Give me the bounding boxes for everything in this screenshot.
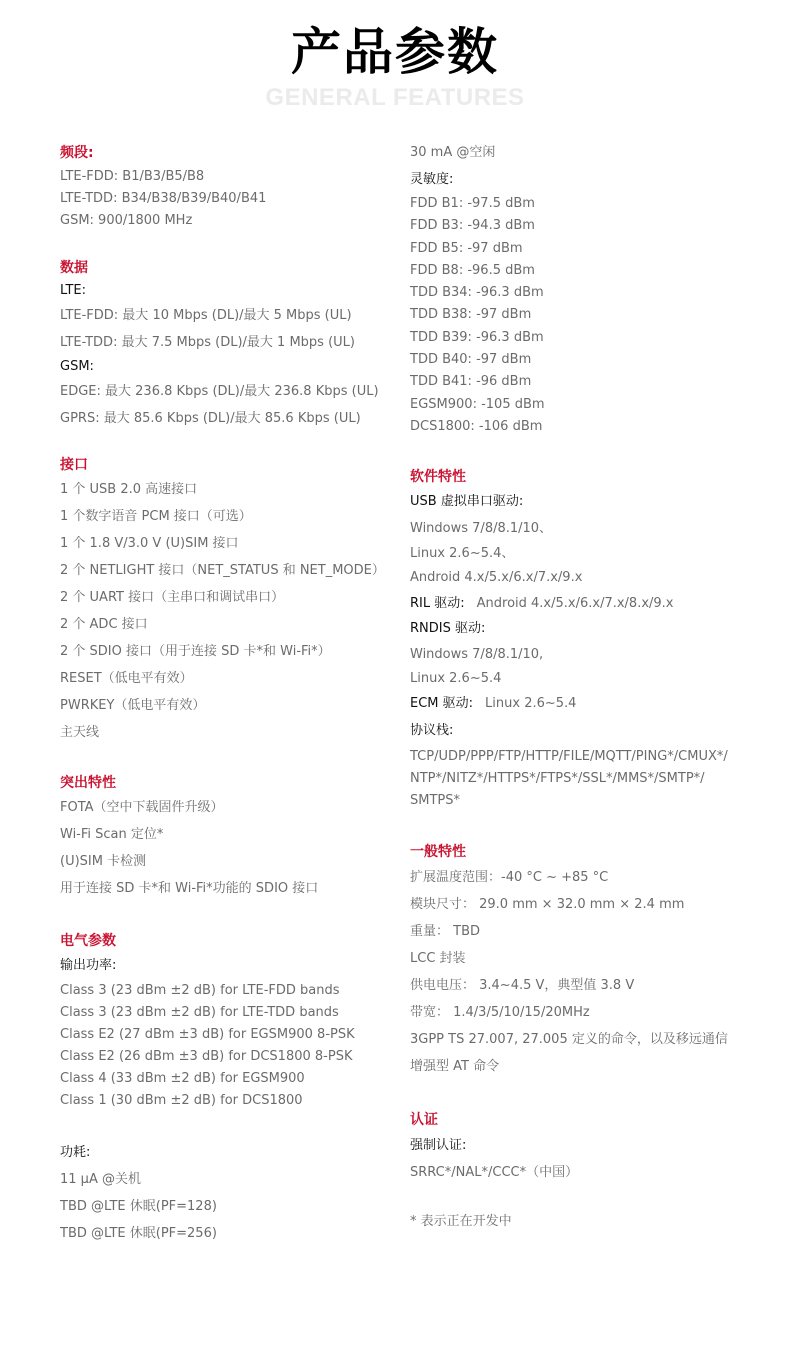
page-title: 产品参数 xyxy=(291,23,499,81)
spec-line: 2 个 ADC 接口 xyxy=(60,617,148,632)
spec-line: TCP/UDP/PPP/FTP/HTTP/FILE/MQTT/PING*/CMUX*/ xyxy=(410,749,728,765)
spec-line: LTE-FDD: 最大 10 Mbps (DL)/最大 5 Mbps (UL) xyxy=(60,308,352,323)
software-heading: 软件特性 xyxy=(410,469,466,486)
spec-line: EGSM900: -105 dBm xyxy=(410,396,545,412)
output-power-label: 输出功率: xyxy=(60,958,117,973)
spec-line: EDGE: 最大 236.8 Kbps (DL)/最大 236.8 Kbps (UL) xyxy=(60,384,379,399)
rndis-driver-label: RNDIS 驱动: xyxy=(410,621,486,637)
spec-line: LTE-TDD: 最大 7.5 Mbps (DL)/最大 1 Mbps (UL) xyxy=(60,335,355,350)
certification-section xyxy=(410,1110,770,1184)
spec-line: Windows 7/8/8.1/10, xyxy=(410,647,544,663)
usb-driver-label: USB 虚拟串口驱动: xyxy=(410,494,524,510)
mandatory-cert-value: SRRC*/NAL*/CCC*（中国） xyxy=(410,1165,579,1181)
spec-line: Class 3 (23 dBm ±2 dB) for LTE-FDD bands xyxy=(60,983,340,998)
ecm-driver-label: ECM 驱动: xyxy=(410,696,474,712)
bands-heading: 频段: xyxy=(60,145,94,161)
software-section xyxy=(410,467,770,812)
spec-line: 11 μA @关机 xyxy=(60,1172,141,1187)
spec-line: TBD @LTE 休眠(PF=128) xyxy=(60,1199,217,1214)
spec-line: GSM: 900/1800 MHz xyxy=(60,213,193,228)
protocol-label: 协议栈: xyxy=(410,723,454,739)
spec-line: 重量： TBD xyxy=(410,924,481,940)
right-column xyxy=(410,143,770,1233)
spec-line: 供电电压： 3.4~4.5 V，典型值 3.8 V xyxy=(410,978,635,994)
mandatory-cert-label: 强制认证: xyxy=(410,1138,467,1154)
highlights-section xyxy=(60,773,390,902)
ecm-driver-value: Linux 2.6~5.4 xyxy=(485,696,577,712)
spec-line: Linux 2.6~5.4 xyxy=(410,671,502,687)
spec-line: Class 1 (30 dBm ±2 dB) for DCS1800 xyxy=(60,1093,303,1108)
spec-line: Class 3 (23 dBm ±2 dB) for LTE-TDD bands xyxy=(60,1005,339,1020)
spec-line: 1 个 1.8 V/3.0 V (U)SIM 接口 xyxy=(60,536,239,551)
data-heading: 数据 xyxy=(60,260,88,276)
spec-line: TBD @LTE 休眠(PF=256) xyxy=(60,1226,217,1241)
spec-line: 带宽： 1.4/3/5/10/15/20MHz xyxy=(410,1005,590,1021)
spec-line: Windows 7/8/8.1/10、 xyxy=(410,521,553,537)
spec-line: FDD B5: -97 dBm xyxy=(410,240,523,256)
spec-line: SMTPS* xyxy=(410,793,461,809)
lte-label: LTE: xyxy=(60,283,86,298)
spec-line: Android 4.x/5.x/6.x/7.x/9.x xyxy=(410,570,583,586)
spec-line: 用于连接 SD 卡*和 Wi-Fi*功能的 SDIO 接口 xyxy=(60,881,319,896)
highlights-heading: 突出特性 xyxy=(60,775,116,791)
interfaces-heading: 接口 xyxy=(60,457,88,473)
electrical-section xyxy=(60,931,390,1247)
ecm-driver-row xyxy=(410,690,770,718)
spec-line: 模块尺寸： 29.0 mm × 32.0 mm × 2.4 mm xyxy=(410,897,685,913)
interfaces-section xyxy=(60,455,390,746)
spec-line: FOTA（空中下载固件升级） xyxy=(60,800,224,815)
spec-line: 2 个 UART 接口（主串口和调试串口） xyxy=(60,590,285,605)
spec-line: FDD B1: -97.5 dBm xyxy=(410,196,535,211)
spec-line: Linux 2.6~5.4、 xyxy=(410,546,515,562)
footnote: * 表示正在开发中 xyxy=(410,1214,512,1230)
general-heading: 一般特性 xyxy=(410,844,466,861)
spec-line: GPRS: 最大 85.6 Kbps (DL)/最大 85.6 Kbps (UL) xyxy=(60,411,361,426)
bands-section xyxy=(60,143,390,232)
sensitivity-block xyxy=(410,169,770,438)
spec-line: 增强型 AT 命令 xyxy=(410,1059,500,1075)
spec-line: FDD B3: -94.3 dBm xyxy=(410,218,535,234)
left-column xyxy=(60,143,390,1247)
spec-line: TDD B41: -96 dBm xyxy=(410,374,532,390)
spec-line: 2 个 SDIO 接口（用于连接 SD 卡*和 Wi-Fi*） xyxy=(60,644,331,659)
spec-line: LTE-FDD: B1/B3/B5/B8 xyxy=(60,169,205,184)
spec-line: TDD B39: -96.3 dBm xyxy=(410,329,544,345)
spec-line: 1 个 USB 2.0 高速接口 xyxy=(60,482,198,497)
general-section xyxy=(410,842,770,1080)
spec-line: 3GPP TS 27.007, 27.005 定义的命令，以及移远通信 xyxy=(410,1032,728,1048)
spec-line: PWRKEY（低电平有效） xyxy=(60,698,206,713)
spec-line: DCS1800: -106 dBm xyxy=(410,418,543,434)
spec-line: RESET（低电平有效） xyxy=(60,671,193,686)
spec-line: Wi-Fi Scan 定位* xyxy=(60,827,164,842)
spec-line: TDD B34: -96.3 dBm xyxy=(410,285,544,301)
spec-line: 主天线 xyxy=(60,725,100,740)
ril-driver-value: Android 4.x/5.x/6.x/7.x/8.x/9.x xyxy=(476,596,674,612)
spec-line: Class E2 (27 dBm ±3 dB) for EGSM900 8-PSK xyxy=(60,1027,355,1042)
spec-line: 扩展温度范围：-40 °C ~ +85 °C xyxy=(410,870,609,886)
spec-line: NTP*/NITZ*/HTTPS*/FTPS*/SSL*/MMS*/SMTP*/ xyxy=(410,771,705,787)
spec-line: Class 4 (33 dBm ±2 dB) for EGSM900 xyxy=(60,1071,305,1086)
data-section xyxy=(60,258,390,432)
spec-line: LCC 封装 xyxy=(410,951,466,967)
spec-line: TDD B38: -97 dBm xyxy=(410,307,532,323)
idle-current: 30 mA @空闲 xyxy=(410,145,496,160)
electrical-heading: 电气参数 xyxy=(60,933,116,949)
sensitivity-label: 灵敏度: xyxy=(410,172,454,187)
spec-line: 1 个数字语音 PCM 接口（可选） xyxy=(60,509,252,524)
ril-driver-label: RIL 驱动: xyxy=(410,596,465,612)
spec-line: 2 个 NETLIGHT 接口（NET_STATUS 和 NET_MODE） xyxy=(60,563,385,578)
spec-line: (U)SIM 卡检测 xyxy=(60,854,147,869)
consumption-label: 功耗: xyxy=(60,1145,91,1160)
spec-line: LTE-TDD: B34/B38/B39/B40/B41 xyxy=(60,191,267,206)
ril-driver-row xyxy=(410,590,770,618)
spec-line: TDD B40: -97 dBm xyxy=(410,352,532,368)
spec-line: Class E2 (26 dBm ±3 dB) for DCS1800 8-PSK xyxy=(60,1049,353,1064)
certification-heading: 认证 xyxy=(410,1112,438,1129)
page-subtitle: GENERAL FEATURES xyxy=(265,84,525,111)
spec-line: FDD B8: -96.5 dBm xyxy=(410,262,535,278)
gsm-label: GSM: xyxy=(60,359,94,374)
